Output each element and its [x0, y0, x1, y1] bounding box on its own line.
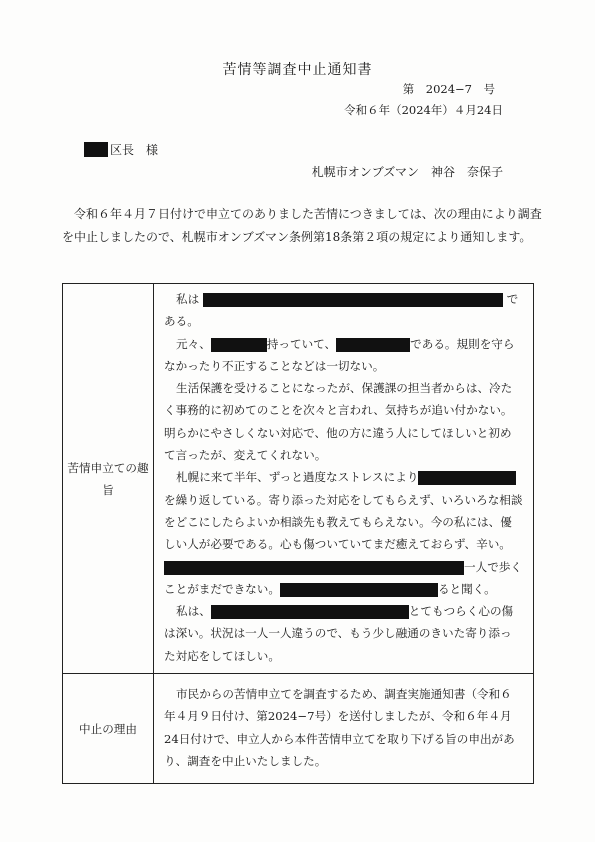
reason-content	[154, 674, 534, 784]
document-number: 第 2024−7 号	[402, 82, 495, 96]
table-row-reason	[63, 674, 534, 784]
complaint-line-4: 札幌に来て半年、ずっと過度なストレスによりを繰り返している。寄り添った対応をしてもらえず、いろいろな相談をどこにしたらよいか相談先も教えてもらえない。今の私には、優しい人が必要である。心も傷ついていてまだ癒えておらず、辛い。	[164, 470, 523, 552]
complaint-line-6: 私は、 とてもつらく心の傷は深い。状況は一人一人違うので、もう少し融通のきいた寄り添った対応をしてほしい。	[164, 604, 514, 663]
complaint-line-1: 私は である。	[164, 292, 519, 329]
redaction-block	[211, 605, 409, 619]
redaction-block	[84, 142, 108, 157]
document-date: 令和６年（2024年）４月24日	[344, 103, 503, 117]
document-title: 苦情等調査中止通知書	[222, 62, 373, 78]
intro-paragraph	[62, 203, 542, 248]
redaction-block	[336, 338, 410, 352]
redaction-block	[164, 561, 464, 575]
intro-text: 令和６年４月７日付けで申立てのありました苦情につきましては、次の理由により調査を中止しましたので、札幌市オンブズマン条例第18条第２項の規定により通知します。	[62, 207, 542, 244]
addressee-suffix: 区長 様	[110, 143, 159, 157]
complaint-line-3: 生活保護を受けることになったが、保護課の担当者からは、冷たく事務的に初めてのことを次々と言われ、気持ちが追い付かない。明らかにやさしくない対応で、他の方に違う人にしてほしいと初めて言ったが、変えてくれない。	[164, 381, 513, 463]
sender-name: 札幌市オンブズマン 神谷 奈保子	[311, 165, 503, 179]
table-row-complaint	[63, 284, 534, 674]
complaint-label: 苦情申立ての趣 旨	[63, 284, 154, 674]
complaint-line-2: 元々、 持っていて、 である。規則を守らなかったり不正することなどは一切ない。	[164, 336, 515, 373]
complaint-content	[154, 284, 534, 674]
redaction-block	[418, 471, 516, 485]
reason-text: 市民からの苦情申立てを調査するため、調査実施通知書（令和６年４月９日付け、第2024−7号）を送付しましたが、令和６年４月24日付けで、申立人から本件苦情申立てを取り下げる旨の申出があり、調査を中止いたしました。	[164, 686, 515, 768]
redaction-block	[203, 293, 503, 307]
redaction-block	[211, 338, 267, 352]
addressee	[84, 141, 158, 158]
redaction-block	[280, 583, 438, 597]
reason-label: 中止の理由	[63, 674, 154, 784]
complaint-line-5: 一人で歩くことがまだできない。 ると聞く。	[164, 559, 522, 596]
complaint-table	[62, 283, 534, 784]
